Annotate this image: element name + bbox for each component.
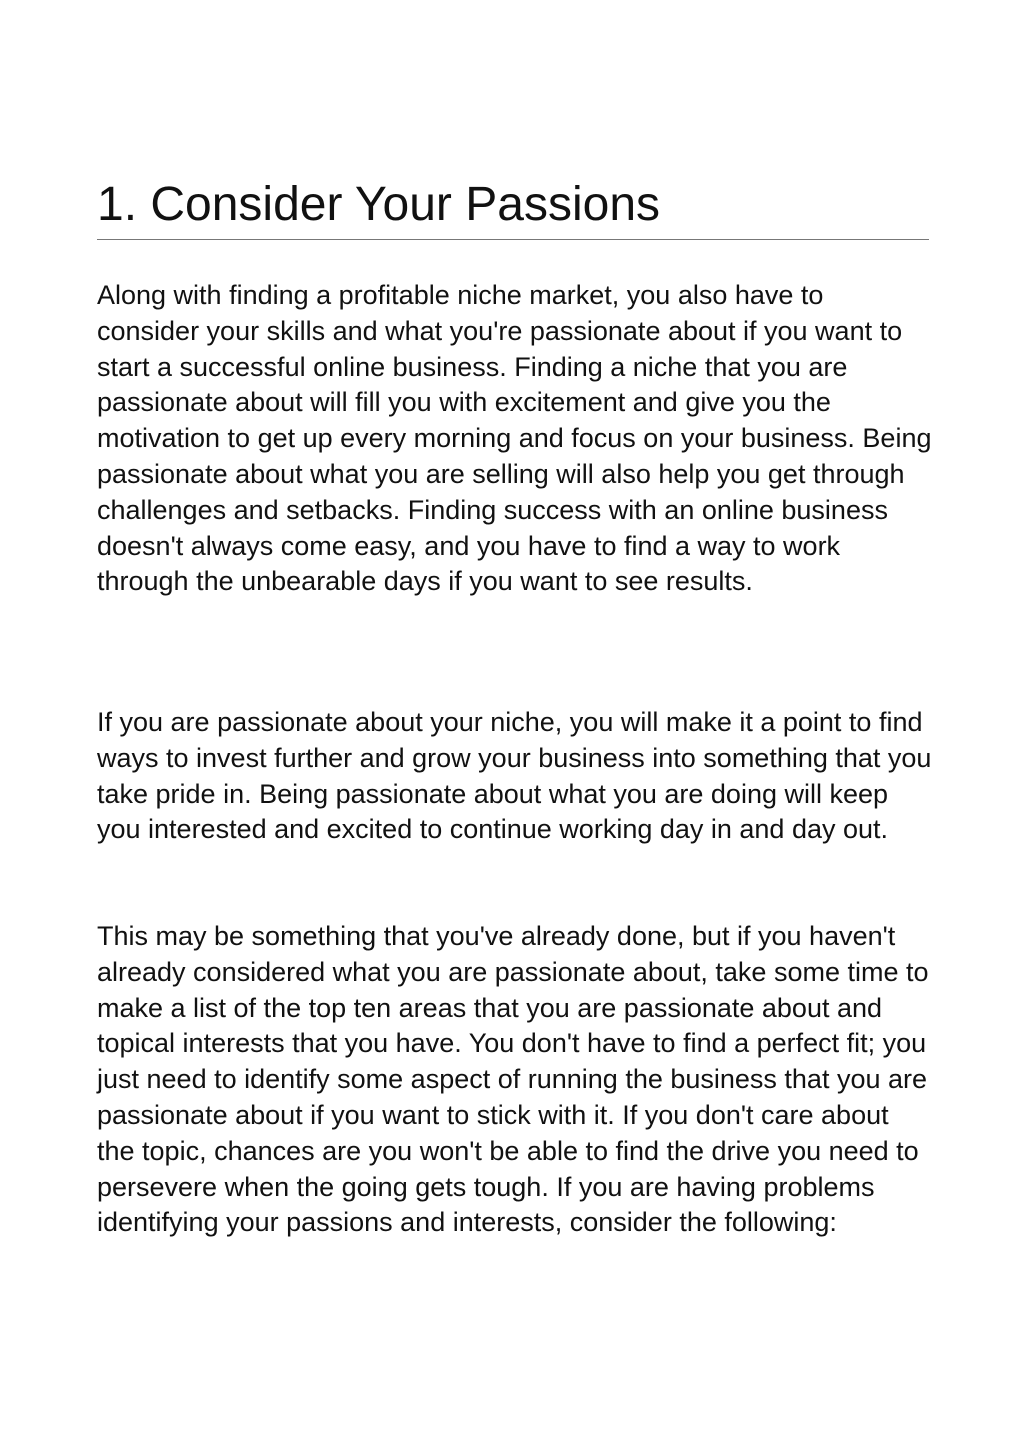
section-heading: 1. Consider Your Passions: [97, 178, 661, 231]
heading-divider: [97, 239, 929, 240]
body-paragraph-3: This may be something that you've already done, but if you haven't already considered what you are passionate about, take some time to make a list of the top ten areas that you are passionate about and topical interests that you have. You don't have to find a perfect fit; you just need to identify some aspect of running the business that you are passionate about if you want to stick with it. If you don't care about the topic, chances are you won't be able to find the drive you need to persevere when the going gets tough. If you are having problems identifying your passions and interests, consider the following:: [97, 921, 929, 1238]
body-paragraph-1: Along with finding a profitable niche market, you also have to consider your skills and what you're passionate about if you want to start a successful online business. Finding a niche that you are passionate about will fill you with excitement and give you the motivation to get up every morning and focus on your business. Being passionate about what you are selling will also help you get through challenges and setbacks. Finding success with an online business doesn't always come easy, and you have to find a way to work through the unbearable days if you want to see results.: [97, 280, 932, 597]
body-paragraph-2: If you are passionate about your niche, you will make it a point to find ways to invest further and grow your business into something that you take pride in. Being passionate about what you are doing will keep you interested and excited to continue working day in and day out.: [97, 707, 932, 845]
